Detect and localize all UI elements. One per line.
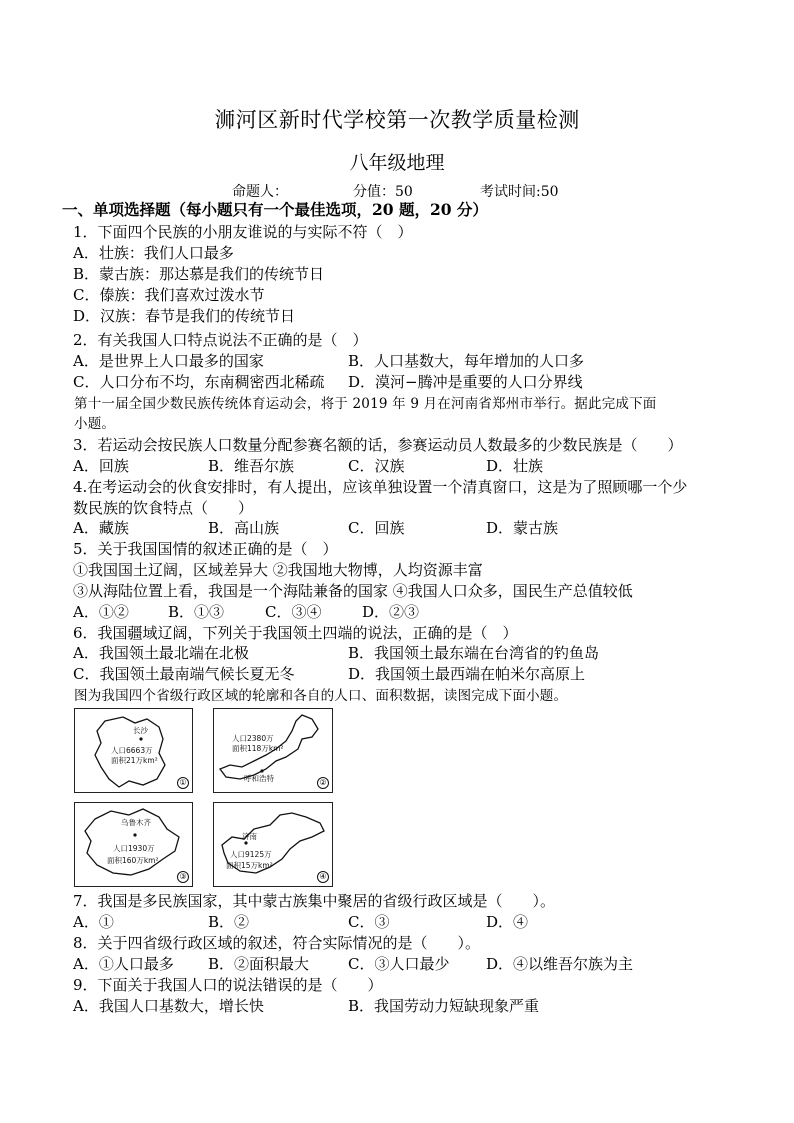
q4-option-d: D．蒙古族 — [486, 519, 559, 537]
q9-option-b: B．我国劳动力短缺现象严重 — [348, 997, 540, 1015]
q4-stem-line-2: 数民族的饮食特点（ ） — [73, 499, 254, 517]
map-4-city: 济南 — [242, 832, 257, 841]
map-3-population: 人口1930万 — [113, 844, 155, 853]
map-1-population: 人口6663万 — [111, 746, 153, 755]
q7-option-b: B．② — [208, 913, 250, 931]
map-4-population: 人口9125万 — [230, 850, 272, 859]
q6-stem: 6．我国疆域辽阔，下列关于我国领土四端的说法，正确的是（ ） — [73, 624, 518, 642]
q3-option-b: B．维吾尔族 — [208, 457, 295, 475]
q4-option-a: A．藏族 — [73, 519, 129, 537]
map-3 — [74, 802, 193, 887]
intro-1-line-2: 小题。 — [74, 416, 116, 432]
map-2 — [213, 708, 333, 793]
q7-option-c: C．③ — [348, 913, 390, 931]
intro-2: 图为我国四个省级行政区域的轮廓和各自的人口、面积数据，读图完成下面小题。 — [74, 688, 568, 704]
q2-option-a: A．是世界上人口最多的国家 — [73, 352, 264, 370]
time-label: 考试时间:50 — [480, 184, 559, 200]
q5-statements-2: ③从海陆位置上看，我国是一个海陆兼备的国家 ④我国人口众多，国民生产总值较低 — [73, 582, 633, 600]
q6-option-c: C．我国领土最南端气候长夏无冬 — [73, 665, 295, 683]
map-2-population: 人口2380万 — [232, 734, 274, 743]
q1-option-b: B．蒙古族：那达慕是我们的传统节日 — [73, 265, 325, 283]
q5-option-c: C．③④ — [265, 603, 322, 621]
q9-stem: 9．下面关于我国人口的说法错误的是（ ） — [73, 976, 383, 994]
map-1-capital-dot — [139, 737, 142, 740]
q3-option-a: A．回族 — [73, 457, 129, 475]
q1-option-d: D．汉族：春节是我们的传统节日 — [73, 307, 296, 325]
q5-statements-1: ①我国国土辽阔，区域差异大 ②我国地大物博，人均资源丰富 — [73, 561, 483, 579]
q8-option-a: A．①人口最多 — [73, 955, 174, 973]
q5-stem: 5．关于我国国情的叙述正确的是（ ） — [73, 540, 338, 558]
q5-option-b: B．①③ — [168, 603, 225, 621]
map-3-city: 乌鲁木齐 — [121, 818, 151, 827]
q1-option-a: A．壮族：我们人口最多 — [73, 244, 234, 262]
intro-1-line-1: 第十一届全国少数民族传统体育运动会，将于 2019 年 9 月在河南省郑州市举行。据此完成下面 — [74, 396, 657, 412]
q6-option-a: A．我国领土最北端在北极 — [73, 644, 249, 662]
q8-option-c: C．③人口最少 — [348, 955, 450, 973]
q6-option-d: D．我国领土最西端在帕米尔高原上 — [348, 665, 586, 683]
q1-stem: 1．下面四个民族的小朋友谁说的与实际不符（ ） — [73, 223, 413, 241]
q3-option-d: D．壮族 — [486, 457, 544, 475]
exam-subtitle: 八年级地理 — [349, 152, 445, 174]
map-4-number: ④ — [317, 871, 329, 883]
q2-option-d: D．漠河−腾冲是重要的人口分界线 — [348, 373, 583, 391]
q5-option-a: A．①② — [73, 603, 129, 621]
q4-option-c: C．回族 — [348, 519, 405, 537]
q7-option-a: A．① — [73, 913, 114, 931]
q4-stem-line-1: 4.在考运动会的伙食安排时，有人提出，应该单独设置一个清真窗口，这是为了照顾哪一个少 — [73, 478, 688, 496]
q9-option-a: A．我国人口基数大，增长快 — [73, 997, 264, 1015]
q1-option-c: C．傣族：我们喜欢过泼水节 — [73, 286, 265, 304]
q3-option-c: C．汉族 — [348, 457, 405, 475]
map-4-area: 面积15万km² — [226, 861, 273, 870]
q4-option-b: B．高山族 — [208, 519, 280, 537]
map-2-number: ② — [317, 777, 329, 789]
q7-option-d: D．④ — [486, 913, 529, 931]
q8-option-b: B．②面积最大 — [208, 955, 310, 973]
map-4 — [213, 802, 333, 887]
map-2-city: 呼和浩特 — [244, 774, 274, 783]
q2-option-b: B．人口基数大，每年增加的人口多 — [348, 352, 585, 370]
map-1 — [74, 708, 193, 793]
map-4-outline — [214, 803, 332, 886]
map-3-area: 面积160万km² — [107, 856, 159, 865]
q5-option-d: D．②③ — [362, 603, 420, 621]
map-1-area: 面积21万km² — [111, 756, 158, 765]
map-3-capital-dot — [133, 833, 136, 836]
q2-stem: 2．有关我国人口特点说法不正确的是（ ） — [73, 331, 368, 349]
q6-option-b: B．我国领土最东端在台湾省的钓鱼岛 — [348, 644, 600, 662]
exam-title: 浉河区新时代学校第一次教学质量检测 — [214, 108, 580, 132]
q3-stem: 3．若运动会按民族人口数量分配参赛名额的话，参赛运动员人数最多的少数民族是（ ） — [73, 436, 683, 454]
map-3-number: ③ — [177, 871, 189, 883]
score-label: 分值：50 — [353, 184, 413, 200]
q8-stem: 8．关于四省级行政区域的叙述，符合实际情况的是（ ）。 — [73, 934, 481, 952]
author-label: 命题人： — [232, 184, 288, 200]
section-heading: 一、单项选择题（每小题只有一个最佳选项，20 题，20 分） — [62, 200, 488, 219]
q2-option-c: C．人口分布不均，东南稠密西北稀疏 — [73, 373, 325, 391]
map-1-number: ① — [177, 777, 189, 789]
map-1-city: 长沙 — [133, 726, 148, 735]
q7-stem: 7．我国是多民族国家，其中蒙古族集中聚居的省级行政区域是（ ）。 — [73, 892, 556, 910]
map-2-area: 面积118万km² — [232, 744, 284, 753]
q8-option-d: D．④以维吾尔族为主 — [486, 955, 634, 973]
